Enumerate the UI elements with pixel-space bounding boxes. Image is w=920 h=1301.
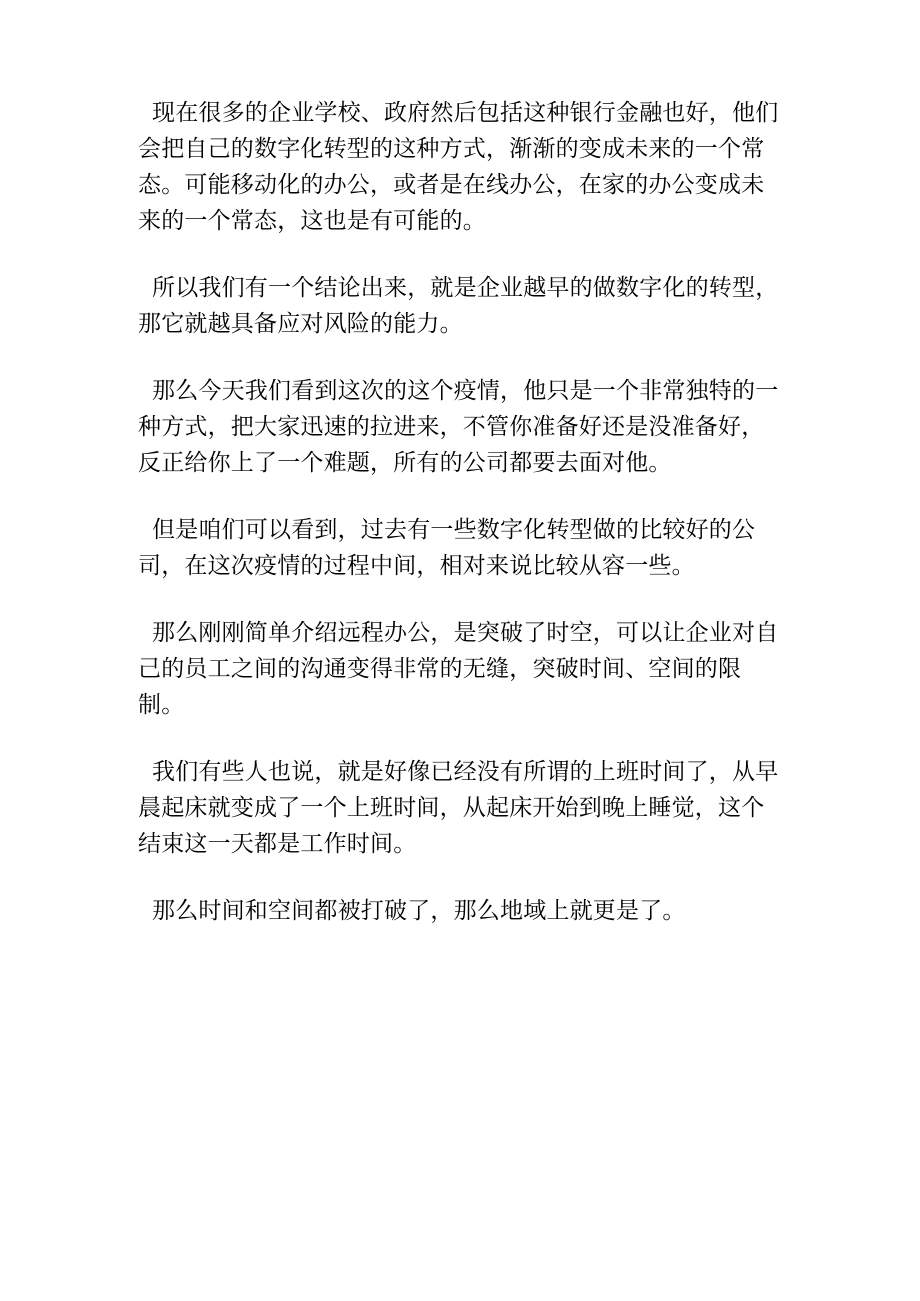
text-line: 种方式，把大家迅速的拉进来，不管你准备好还是没准备好，	[138, 414, 765, 440]
text-line: 结束这一天都是工作时间。	[138, 831, 417, 857]
document-body	[138, 95, 788, 960]
text-line: 那么时间和空间都被打破了，那么地域上就更是了。	[152, 898, 686, 924]
text-line: 所以我们有一个结论出来，就是企业越早的做数字化的转型，	[152, 275, 779, 301]
text-line: 我们有些人也说，就是好像已经没有所谓的上班时间了，从早	[152, 759, 779, 785]
text-line: 那它就越具备应对风险的能力。	[138, 311, 463, 337]
text-line: 己的员工之间的沟通变得非常的无缝，突破时间、空间的限	[138, 656, 742, 682]
text-line: 现在很多的企业学校、政府然后包括这种银行金融也好，他们	[152, 100, 779, 126]
paragraph-4	[138, 512, 788, 584]
text-line: 那么今天我们看到这次的这个疫情，他只是一个非常独特的一	[152, 378, 779, 404]
text-line: 会把自己的数字化转型的这种方式，渐渐的变成未来的一个常	[138, 136, 765, 162]
text-line: 司，在这次疫情的过程中间，相对来说比较从容一些。	[138, 553, 695, 579]
text-line: 反正给你上了一个难题，所有的公司都要去面对他。	[138, 450, 672, 476]
paragraph-6	[138, 754, 788, 862]
text-line: 制。	[138, 692, 185, 718]
paragraph-5	[138, 615, 788, 723]
text-line: 那么刚刚简单介绍远程办公，是突破了时空，可以让企业对自	[152, 620, 779, 646]
text-line: 但是咱们可以看到，过去有一些数字化转型做的比较好的公	[152, 517, 756, 543]
text-line: 来的一个常态，这也是有可能的。	[138, 208, 486, 234]
paragraph-1	[138, 95, 788, 239]
paragraph-7	[138, 893, 788, 929]
text-line: 态。可能移动化的办公，或者是在线办公，在家的办公变成未	[138, 172, 765, 198]
text-line: 晨起床就变成了一个上班时间，从起床开始到晚上睡觉，这个	[138, 795, 765, 821]
paragraph-2	[138, 270, 788, 342]
paragraph-3	[138, 373, 788, 481]
